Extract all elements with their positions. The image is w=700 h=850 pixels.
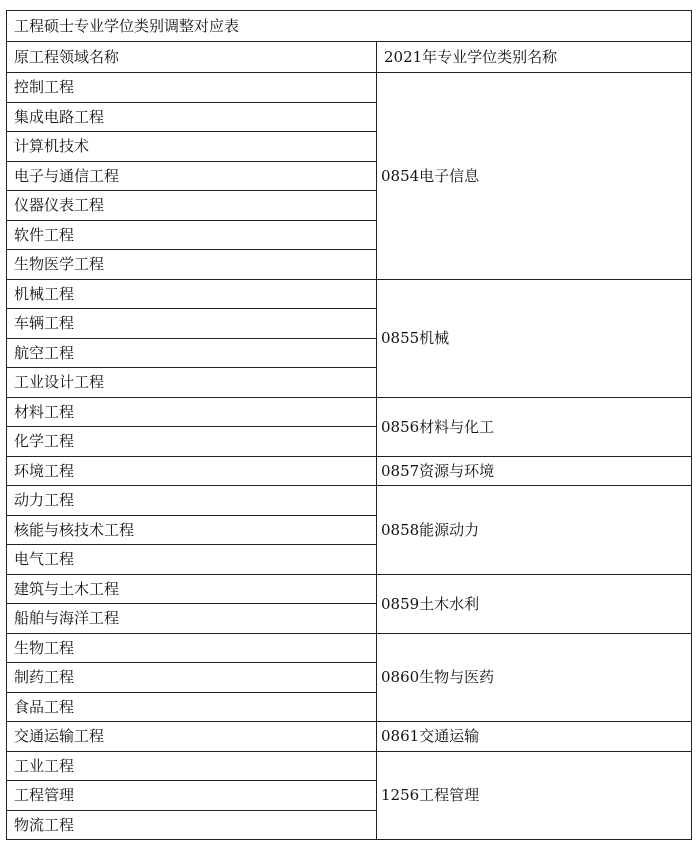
table-row (7, 486, 692, 516)
column-header-new-category: 2021年专业学位类别名称 (377, 42, 692, 73)
degree-category-cell: 0858能源动力 (377, 486, 692, 575)
degree-category-cell: 0856材料与化工 (377, 397, 692, 456)
original-field-cell: 软件工程 (7, 220, 377, 250)
original-field-cell: 仪器仪表工程 (7, 191, 377, 221)
title-row (7, 11, 692, 42)
degree-category-cell: 0855机械 (377, 279, 692, 397)
mapping-table-container (6, 10, 691, 840)
table-row (7, 73, 692, 103)
table-row (7, 574, 692, 604)
original-field-cell: 食品工程 (7, 692, 377, 722)
original-field-cell: 动力工程 (7, 486, 377, 516)
table-row (7, 633, 692, 663)
original-field-cell: 电子与通信工程 (7, 161, 377, 191)
original-field-cell: 船舶与海洋工程 (7, 604, 377, 634)
column-header-original-field: 原工程领域名称 (7, 42, 377, 73)
table-row (7, 751, 692, 781)
original-field-cell: 集成电路工程 (7, 102, 377, 132)
original-field-cell: 材料工程 (7, 397, 377, 427)
header-row (7, 42, 692, 73)
original-field-cell: 生物工程 (7, 633, 377, 663)
table-row (7, 279, 692, 309)
original-field-cell: 控制工程 (7, 73, 377, 103)
table-body (7, 73, 692, 840)
original-field-cell: 电气工程 (7, 545, 377, 575)
original-field-cell: 工业工程 (7, 751, 377, 781)
original-field-cell: 航空工程 (7, 338, 377, 368)
original-field-cell: 车辆工程 (7, 309, 377, 339)
original-field-cell: 核能与核技术工程 (7, 515, 377, 545)
original-field-cell: 交通运输工程 (7, 722, 377, 752)
original-field-cell: 环境工程 (7, 456, 377, 486)
original-field-cell: 生物医学工程 (7, 250, 377, 280)
mapping-table (6, 10, 692, 840)
original-field-cell: 建筑与土木工程 (7, 574, 377, 604)
original-field-cell: 化学工程 (7, 427, 377, 457)
table-row (7, 722, 692, 752)
original-field-cell: 物流工程 (7, 810, 377, 840)
degree-category-cell: 0854电子信息 (377, 73, 692, 280)
original-field-cell: 工业设计工程 (7, 368, 377, 398)
degree-category-cell: 0860生物与医药 (377, 633, 692, 722)
original-field-cell: 工程管理 (7, 781, 377, 811)
table-title: 工程硕士专业学位类别调整对应表 (7, 11, 692, 42)
original-field-cell: 计算机技术 (7, 132, 377, 162)
table-row (7, 397, 692, 427)
original-field-cell: 制药工程 (7, 663, 377, 693)
degree-category-cell: 0859土木水利 (377, 574, 692, 633)
original-field-cell: 机械工程 (7, 279, 377, 309)
degree-category-cell: 1256工程管理 (377, 751, 692, 840)
degree-category-cell: 0861交通运输 (377, 722, 692, 752)
table-row (7, 456, 692, 486)
degree-category-cell: 0857资源与环境 (377, 456, 692, 486)
